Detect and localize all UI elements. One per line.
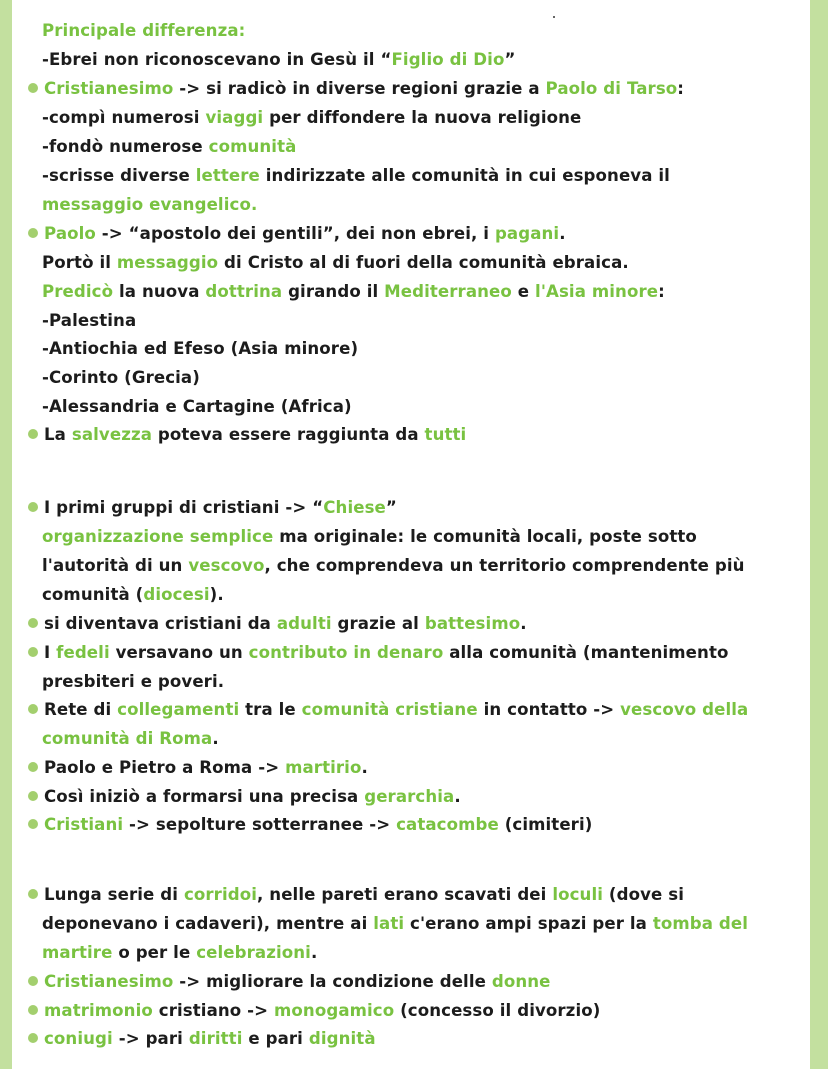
highlighted-term: adulti bbox=[276, 614, 332, 633]
text-line bbox=[42, 555, 745, 577]
highlighted-term: pagani bbox=[494, 224, 560, 243]
highlighted-term: Cristiani bbox=[44, 815, 124, 834]
highlighted-term: Predicò bbox=[42, 282, 114, 301]
text-segment: -Palestina bbox=[42, 311, 137, 330]
highlighted-term: Cristianesimo bbox=[44, 972, 174, 991]
text-segment: (dove si bbox=[603, 885, 684, 904]
bullet-dot-icon bbox=[28, 889, 38, 899]
bullet-line bbox=[28, 497, 397, 519]
highlighted-term: Figlio di Dio bbox=[391, 50, 505, 69]
highlighted-term: organizzazione semplice bbox=[42, 527, 274, 546]
highlighted-term: dottrina bbox=[205, 282, 283, 301]
highlighted-term: salvezza bbox=[71, 425, 153, 444]
text-segment: c'erano ampi spazi per la bbox=[404, 914, 653, 933]
text-segment: alla comunità (mantenimento bbox=[443, 643, 729, 662]
text-segment: per diffondere la nuova religione bbox=[263, 108, 582, 127]
highlighted-term: comunità di Roma bbox=[42, 729, 213, 748]
bullet-dot-icon bbox=[28, 429, 38, 439]
text-segment: presbiteri e poveri. bbox=[42, 672, 225, 691]
text-segment: Rete di bbox=[44, 700, 118, 719]
text-segment: la nuova bbox=[113, 282, 206, 301]
highlighted-term: tutti bbox=[424, 425, 467, 444]
text-line bbox=[42, 526, 697, 548]
bullet-line bbox=[28, 642, 728, 664]
highlighted-term: lati bbox=[373, 914, 405, 933]
text-segment: ). bbox=[209, 585, 224, 604]
bullet-line bbox=[28, 786, 461, 808]
bullet-line bbox=[28, 1000, 600, 1022]
highlighted-term: corridoi bbox=[183, 885, 257, 904]
text-segment: l'autorità di un bbox=[42, 556, 189, 575]
highlighted-term: vescovo bbox=[188, 556, 265, 575]
text-segment: -compì numerosi bbox=[42, 108, 206, 127]
bullet-line bbox=[28, 699, 748, 721]
text-segment: -Ebrei non riconoscevano in Gesù il “ bbox=[42, 50, 392, 69]
text-segment: indirizzate alle comunità in cui esponeva il bbox=[259, 166, 670, 185]
text-segment: . bbox=[361, 758, 368, 777]
text-segment: -> migliorare la condizione delle bbox=[173, 972, 492, 991]
highlighted-term: lettere bbox=[195, 166, 260, 185]
bullet-dot-icon bbox=[28, 819, 38, 829]
text-segment: . bbox=[212, 729, 219, 748]
highlighted-term: Paolo bbox=[44, 224, 96, 243]
text-line bbox=[42, 942, 317, 964]
text-line bbox=[42, 338, 358, 360]
text-segment: : bbox=[658, 282, 665, 301]
text-line bbox=[42, 194, 257, 216]
bullet-line bbox=[28, 757, 368, 779]
highlighted-term: martire bbox=[42, 943, 113, 962]
text-segment: : bbox=[677, 79, 685, 98]
text-line bbox=[42, 310, 136, 332]
text-segment: -Corinto (Grecia) bbox=[42, 368, 200, 387]
text-segment: (cimiteri) bbox=[498, 815, 593, 834]
text-segment: di Cristo al di fuori della comunità ebraica. bbox=[218, 253, 629, 272]
text-segment: si diventava cristiani da bbox=[44, 614, 277, 633]
highlighted-term: tomba del bbox=[652, 914, 749, 933]
text-segment: -Alessandria e Cartagine (Africa) bbox=[42, 397, 352, 416]
highlighted-term: fedeli bbox=[56, 643, 110, 662]
text-segment: ma originale: le comunità locali, poste sotto bbox=[273, 527, 697, 546]
text-segment: e pari bbox=[242, 1029, 309, 1048]
bullet-line bbox=[28, 971, 551, 993]
text-line bbox=[42, 913, 748, 935]
bullet-dot-icon bbox=[28, 228, 38, 238]
text-segment: . bbox=[454, 787, 461, 806]
text-segment: Paolo e Pietro a Roma -> bbox=[44, 758, 286, 777]
bullet-line bbox=[28, 78, 684, 100]
bullet-line bbox=[28, 884, 684, 906]
text-line bbox=[42, 107, 581, 129]
highlighted-term: l'Asia minore bbox=[535, 282, 659, 301]
notes-page bbox=[12, 0, 810, 1069]
highlighted-term: donne bbox=[491, 972, 551, 991]
highlighted-term: collegamenti bbox=[117, 700, 240, 719]
bullet-line bbox=[28, 1028, 376, 1050]
text-segment: ” bbox=[385, 498, 397, 517]
bullet-dot-icon bbox=[28, 502, 38, 512]
highlighted-term: Chiese bbox=[323, 498, 386, 517]
text-segment: -> sepolture sotterranee -> bbox=[123, 815, 397, 834]
text-segment: o per le bbox=[112, 943, 197, 962]
highlighted-term: comunità cristiane bbox=[301, 700, 478, 719]
text-segment: . bbox=[310, 943, 318, 962]
text-segment: -> si radicò in diverse regioni grazie a bbox=[173, 79, 546, 98]
text-line bbox=[42, 584, 224, 606]
text-segment: poteva essere raggiunta da bbox=[152, 425, 425, 444]
highlighted-term: viaggi bbox=[205, 108, 264, 127]
highlighted-term: Principale differenza: bbox=[42, 21, 246, 40]
highlighted-term: Cristianesimo bbox=[44, 79, 174, 98]
bullet-line bbox=[28, 814, 592, 836]
bullet-dot-icon bbox=[28, 976, 38, 986]
highlighted-term: Paolo di Tarso bbox=[545, 79, 678, 98]
text-segment: (concesso il divorzio) bbox=[394, 1001, 601, 1020]
text-segment: -> pari bbox=[112, 1029, 189, 1048]
text-segment: in contatto -> bbox=[477, 700, 621, 719]
text-segment: -scrisse diverse bbox=[42, 166, 196, 185]
text-line bbox=[42, 671, 224, 693]
bullet-dot-icon bbox=[28, 704, 38, 714]
highlighted-term: catacombe bbox=[396, 815, 499, 834]
text-segment: Così iniziò a formarsi una precisa bbox=[44, 787, 365, 806]
bullet-dot-icon bbox=[28, 1005, 38, 1015]
highlighted-term: celebrazioni bbox=[196, 943, 311, 962]
text-line bbox=[42, 165, 670, 187]
highlighted-term: matrimonio bbox=[44, 1001, 153, 1020]
stray-dot bbox=[553, 16, 555, 18]
text-line bbox=[42, 367, 200, 389]
text-segment: , nelle pareti erano scavati dei bbox=[257, 885, 553, 904]
text-segment: deponevano i cadaveri), mentre ai bbox=[42, 914, 374, 933]
highlighted-term: Mediterraneo bbox=[384, 282, 512, 301]
highlighted-term: martirio bbox=[285, 758, 362, 777]
text-segment: Lunga serie di bbox=[44, 885, 184, 904]
highlighted-term: contributo in denaro bbox=[248, 643, 444, 662]
highlighted-term: monogamico bbox=[274, 1001, 395, 1020]
text-line bbox=[42, 20, 245, 42]
text-segment: tra le bbox=[239, 700, 302, 719]
text-segment: -> “apostolo dei gentili”, dei non ebrei, i bbox=[95, 224, 495, 243]
text-segment: -Antiochia ed Efeso (Asia minore) bbox=[42, 339, 359, 358]
bullet-dot-icon bbox=[28, 647, 38, 657]
bullet-dot-icon bbox=[28, 618, 38, 628]
text-segment: . bbox=[559, 224, 566, 243]
bullet-dot-icon bbox=[28, 83, 38, 93]
highlighted-term: gerarchia bbox=[364, 787, 455, 806]
highlighted-term: comunità bbox=[208, 137, 297, 156]
text-line bbox=[42, 49, 515, 71]
highlighted-term: coniugi bbox=[44, 1029, 113, 1048]
text-segment: , che comprendeva un territorio comprendente più bbox=[264, 556, 745, 575]
text-line bbox=[42, 281, 665, 303]
text-line bbox=[42, 252, 629, 274]
highlighted-term: diritti bbox=[188, 1029, 243, 1048]
text-segment: I bbox=[44, 643, 57, 662]
text-segment: comunità ( bbox=[42, 585, 144, 604]
bullet-dot-icon bbox=[28, 762, 38, 772]
highlighted-term: loculi bbox=[552, 885, 604, 904]
bullet-line bbox=[28, 613, 527, 635]
text-segment: cristiano -> bbox=[152, 1001, 275, 1020]
text-segment: . bbox=[520, 614, 527, 633]
text-segment: ” bbox=[504, 50, 516, 69]
text-segment: girando il bbox=[282, 282, 385, 301]
bullet-line bbox=[28, 424, 466, 446]
text-segment: e bbox=[511, 282, 536, 301]
highlighted-term: messaggio evangelico. bbox=[42, 195, 258, 214]
highlighted-term: dignità bbox=[308, 1029, 376, 1048]
highlighted-term: vescovo della bbox=[620, 700, 749, 719]
text-line bbox=[42, 728, 219, 750]
highlighted-term: messaggio bbox=[116, 253, 219, 272]
text-segment: La bbox=[44, 425, 72, 444]
highlighted-term: diocesi bbox=[143, 585, 210, 604]
text-segment: grazie al bbox=[331, 614, 425, 633]
text-segment: versavano un bbox=[109, 643, 249, 662]
text-line bbox=[42, 396, 352, 418]
bullet-dot-icon bbox=[28, 1033, 38, 1043]
text-segment: Portò il bbox=[42, 253, 117, 272]
bullet-dot-icon bbox=[28, 791, 38, 801]
bullet-line bbox=[28, 223, 566, 245]
text-line bbox=[42, 136, 296, 158]
highlighted-term: battesimo bbox=[424, 614, 521, 633]
text-segment: I primi gruppi di cristiani -> “ bbox=[44, 498, 324, 517]
text-segment: -fondò numerose bbox=[42, 137, 209, 156]
